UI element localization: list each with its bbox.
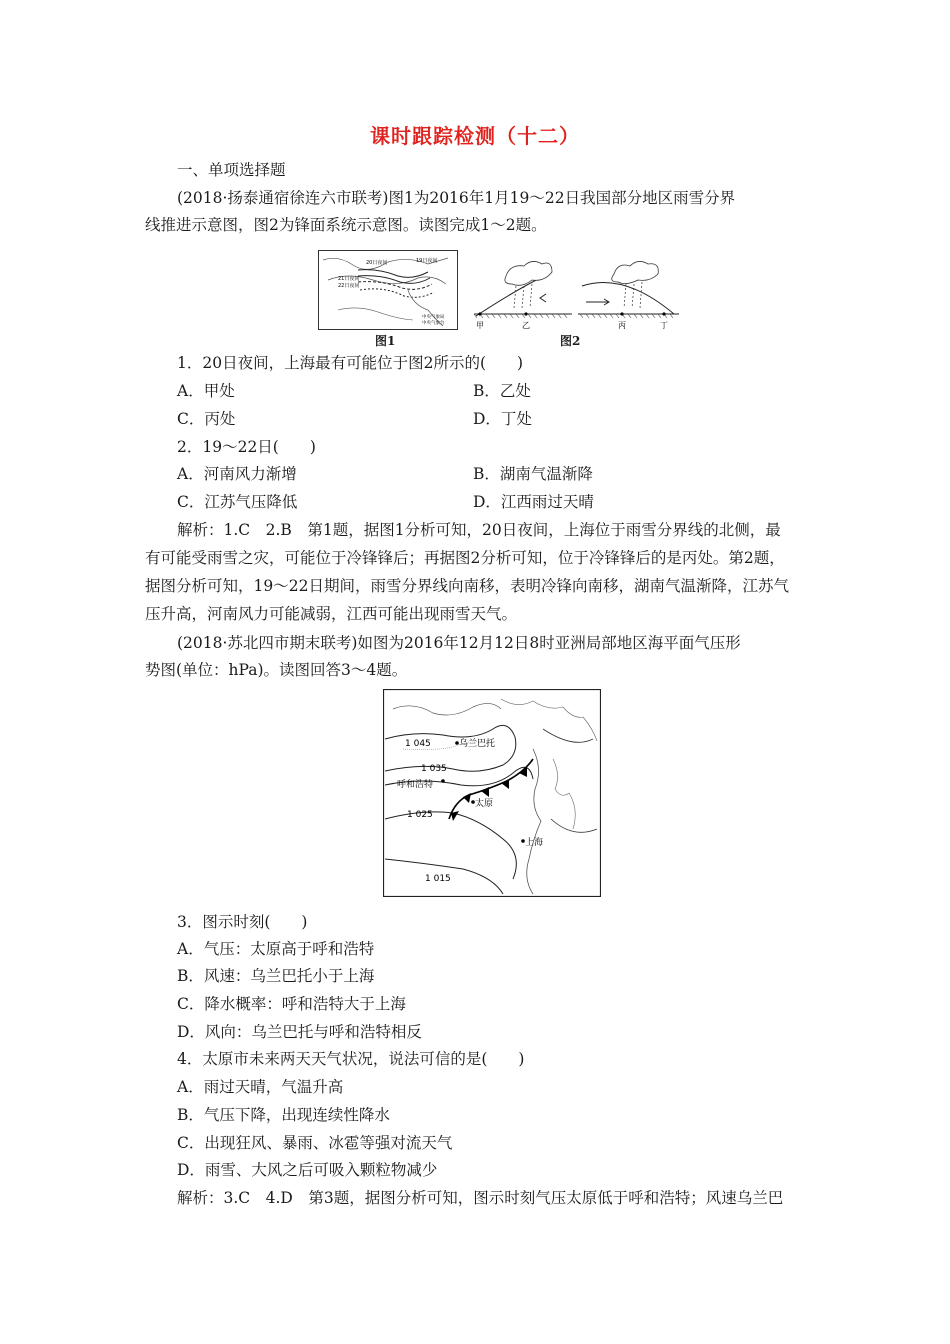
question-2-option-c: C．江苏气压降低 [177,493,298,511]
question-1-option-b: B．乙处 [473,382,531,400]
fig2-point-yi: 乙 [522,321,530,330]
question-1-option-c: C．丙处 [177,410,236,428]
map-city-hohhot: 呼和浩特 [397,780,434,790]
fig1-label-22: 22日夜间 [338,283,360,289]
intro1-line1: (2018·扬泰通宿徐连六市联考)图1为2016年1月19～22日我国部分地区雨雪分界 [177,189,736,207]
page-title: 课时跟踪检测（十二） [370,124,580,148]
question-3-stem: 3．图示时刻( ) [177,913,308,931]
question-2-option-d: D．江西雨过天晴 [473,493,594,511]
analysis-1-line3: 据图分析可知，19～22日期间，雨雪分界线向南移，表明冷锋向南移，湖南气温渐降，江苏气 [145,577,789,595]
intro2-line2: 势图(单位：hPa)。读图回答3～4题。 [145,661,408,679]
section-heading: 一、单项选择题 [177,161,286,179]
figure-2-fronts [474,256,679,334]
question-4-option-c: C．出现狂风、暴雨、冰雹等强对流天气 [177,1134,453,1152]
fig2-point-bing: 丙 [618,321,626,330]
intro2-line1: (2018·苏北四市期末联考)如图为2016年12月12日8时亚洲局部地区海平面气压形 [177,634,741,652]
map-isobar-1035: 1 035 [421,764,447,774]
figure-1-caption: 图1 [375,334,396,348]
question-3-option-a: A．气压：太原高于呼和浩特 [177,940,375,958]
pressure-map [383,689,601,901]
fig1-label-20: 20日夜间 [366,260,388,266]
question-2-option-b: B．湖南气温渐降 [473,465,593,483]
map-isobar-1045: 1 045 [405,739,431,749]
question-2-stem: 2．19～22日( ) [177,438,316,456]
question-4-option-b: B．气压下降，出现连续性降水 [177,1106,390,1124]
fig2-point-ding: 丁 [660,321,668,330]
figure-2-caption: 图2 [560,334,581,348]
analysis-2-line1: 解析：3.C 4.D 第3题，据图分析可知，图示时刻气压太原低于呼和浩特；风速乌兰巴 [177,1189,784,1207]
fig1-source-2: 中央气象台 [422,321,445,326]
map-city-ulaanbaatar: 乌兰巴托 [459,739,496,749]
pressure-map-svg [383,689,601,897]
analysis-1-line4: 压升高，河南风力可能减弱，江西可能出现雨雪天气。 [145,605,518,623]
fig1-label-19: 19日夜间 [416,258,438,264]
question-4-option-d: D．雨雪、大风之后可吸入颗粒物减少 [177,1161,438,1179]
question-3-option-b: B．风速：乌兰巴托小于上海 [177,967,375,985]
question-4-stem: 4．太原市未来两天天气状况，说法可信的是( ) [177,1050,525,1068]
map-city-shanghai: 上海 [525,838,544,848]
question-3-option-c: C．降水概率：呼和浩特大于上海 [177,995,406,1013]
map-isobar-1015: 1 015 [425,874,451,884]
question-3-option-d: D．风向：乌兰巴托与呼和浩特相反 [177,1023,422,1041]
question-1-option-d: D．丁处 [473,410,532,428]
analysis-1-line1: 解析：1.C 2.B 第1题，据图1分析可知，20日夜间，上海位于雨雪分界线的北侧，最 [177,521,781,539]
question-2-option-a: A．河南风力渐增 [177,465,297,483]
question-4-option-a: A．雨过天晴，气温升高 [177,1078,344,1096]
figure-2-svg [474,256,679,330]
figure-1-svg [318,250,458,330]
map-city-taiyuan: 太原 [475,799,494,809]
fig1-label-21: 21日夜间 [338,276,360,282]
figure-1-map [318,250,458,334]
analysis-1-line2: 有可能受雨雪之灾，可能位于冷锋锋后；再据图2分析可知，位于冷锋锋后的是丙处。第2题， [145,549,785,567]
question-1-stem: 1．20日夜间，上海最有可能位于图2所示的( ) [177,354,524,372]
fig1-source-1: 中央气象局 [422,315,445,320]
intro1-line2: 线推进示意图，图2为锋面系统示意图。读图完成1～2题。 [145,216,547,234]
question-1-option-a: A．甲处 [177,382,235,400]
map-isobar-1025: 1 025 [407,810,433,820]
fig2-point-jia: 甲 [476,321,484,330]
